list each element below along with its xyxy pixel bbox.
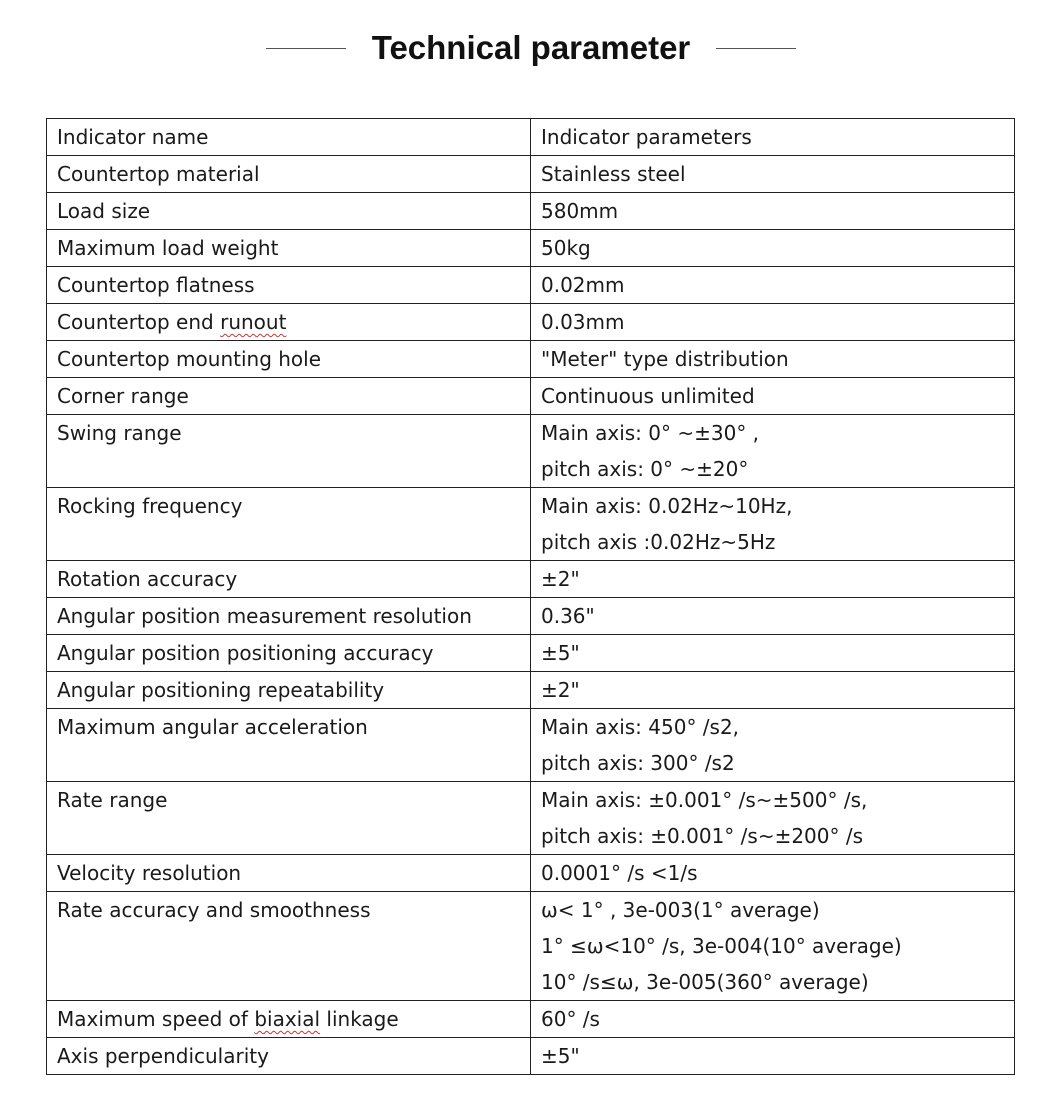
spellcheck-marked-word: runout	[220, 310, 287, 334]
table-row	[47, 156, 1015, 193]
value-line: ±2"	[541, 567, 580, 591]
value-line: ±2"	[541, 678, 580, 702]
indicator-value	[531, 378, 1015, 415]
table-row	[47, 709, 1015, 782]
table-row	[47, 304, 1015, 341]
indicator-name: Maximum angular acceleration	[47, 709, 531, 782]
table-row	[47, 415, 1015, 488]
value-line: pitch axis: 300° /s2	[541, 751, 735, 775]
value-line: 0.02mm	[541, 273, 625, 297]
indicator-value	[531, 672, 1015, 709]
indicator-value	[531, 709, 1015, 782]
value-line: 580mm	[541, 199, 619, 223]
spellcheck-marked-word: biaxial	[254, 1007, 321, 1031]
indicator-value	[531, 341, 1015, 378]
table-header-row	[47, 119, 1015, 156]
indicator-value	[531, 561, 1015, 598]
value-line: pitch axis: ±0.001° /s~±200° /s	[541, 824, 864, 848]
indicator-name: Rate accuracy and smoothness	[47, 892, 531, 1001]
indicator-value	[531, 304, 1015, 341]
name-text: linkage	[320, 1007, 399, 1031]
indicator-name	[47, 304, 531, 341]
value-line: ±5"	[541, 641, 580, 665]
value-line: ±5"	[541, 1044, 580, 1068]
header-value-cell: Indicator parameters	[531, 119, 1015, 156]
value-line: 10° /s≤ω, 3e-005(360° average)	[541, 970, 869, 994]
value-line: 50kg	[541, 236, 591, 260]
indicator-name: Maximum load weight	[47, 230, 531, 267]
value-line: 1° ≤ω<10° /s, 3e-004(10° average)	[541, 934, 902, 958]
indicator-name: Rate range	[47, 782, 531, 855]
parameter-table	[46, 118, 1015, 1075]
table-row	[47, 1038, 1015, 1075]
name-text: Maximum speed of	[57, 1007, 255, 1031]
indicator-name: Rocking frequency	[47, 488, 531, 561]
value-line: 0.36"	[541, 604, 595, 628]
table-row	[47, 855, 1015, 892]
indicator-value	[531, 488, 1015, 561]
value-line: Main axis: 0° ~±30° ,	[541, 421, 760, 445]
table-row	[47, 193, 1015, 230]
indicator-value	[531, 598, 1015, 635]
value-line: pitch axis :0.02Hz~5Hz	[541, 530, 776, 554]
value-line: Continuous unlimited	[541, 384, 755, 408]
title-row	[0, 26, 1060, 70]
table-row	[47, 561, 1015, 598]
table-row	[47, 341, 1015, 378]
indicator-value	[531, 782, 1015, 855]
indicator-value	[531, 892, 1015, 1001]
table-row	[47, 488, 1015, 561]
value-line: Main axis: ±0.001° /s~±500° /s,	[541, 788, 868, 812]
value-line: pitch axis: 0° ~±20°	[541, 457, 749, 481]
name-text: Countertop end	[57, 310, 221, 334]
indicator-value	[531, 230, 1015, 267]
indicator-name: Angular position measurement resolution	[47, 598, 531, 635]
value-line: 0.03mm	[541, 310, 625, 334]
value-line: 60° /s	[541, 1007, 600, 1031]
indicator-value	[531, 156, 1015, 193]
table-row	[47, 598, 1015, 635]
indicator-name: Swing range	[47, 415, 531, 488]
indicator-value	[531, 1038, 1015, 1075]
indicator-value	[531, 1001, 1015, 1038]
indicator-name: Velocity resolution	[47, 855, 531, 892]
table-row	[47, 782, 1015, 855]
indicator-name: Countertop material	[47, 156, 531, 193]
table-row	[47, 267, 1015, 304]
page-title: Technical parameter	[371, 29, 691, 66]
title-divider-right	[716, 48, 796, 49]
value-line: "Meter" type distribution	[541, 347, 789, 371]
indicator-name: Axis perpendicularity	[47, 1038, 531, 1075]
indicator-name: Corner range	[47, 378, 531, 415]
table-row	[47, 635, 1015, 672]
title-divider-left	[266, 48, 346, 49]
indicator-name: Countertop flatness	[47, 267, 531, 304]
indicator-name	[47, 1001, 531, 1038]
indicator-value	[531, 267, 1015, 304]
header-name-cell: Indicator name	[47, 119, 531, 156]
table-row	[47, 672, 1015, 709]
indicator-value	[531, 193, 1015, 230]
indicator-name: Angular positioning repeatability	[47, 672, 531, 709]
value-line: ω< 1° , 3e-003(1° average)	[541, 898, 820, 922]
indicator-name: Countertop mounting hole	[47, 341, 531, 378]
value-line: Main axis: 450° /s2,	[541, 715, 740, 739]
indicator-name: Load size	[47, 193, 531, 230]
value-line: Main axis: 0.02Hz~10Hz,	[541, 494, 793, 518]
indicator-name: Angular position positioning accuracy	[47, 635, 531, 672]
indicator-value	[531, 635, 1015, 672]
table-row	[47, 230, 1015, 267]
table-row	[47, 1001, 1015, 1038]
indicator-value	[531, 415, 1015, 488]
table-row	[47, 892, 1015, 1001]
value-line: Stainless steel	[541, 162, 686, 186]
indicator-value	[531, 855, 1015, 892]
indicator-name: Rotation accuracy	[47, 561, 531, 598]
table-row	[47, 378, 1015, 415]
value-line: 0.0001° /s <1/s	[541, 861, 698, 885]
